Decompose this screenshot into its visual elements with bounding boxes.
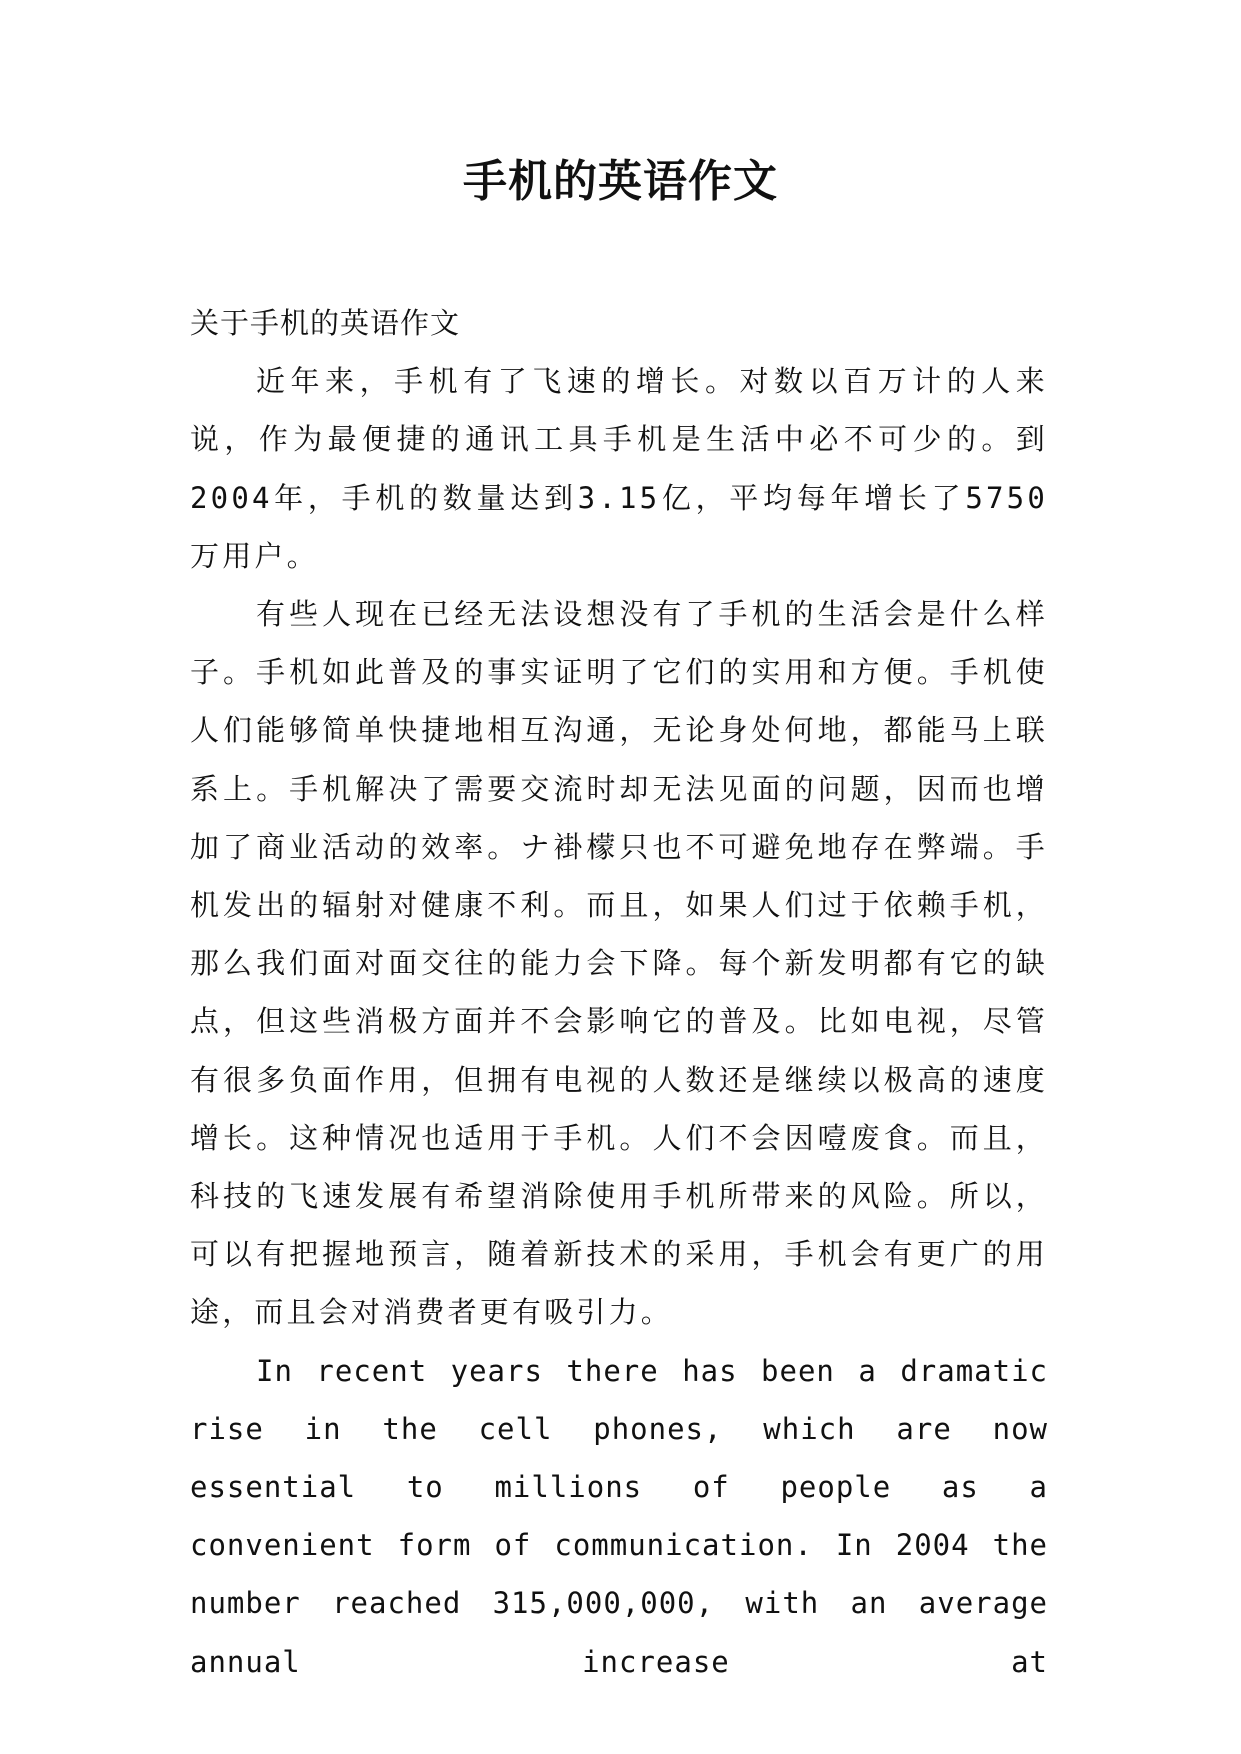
document-title: 手机的英语作文 — [463, 156, 778, 207]
paragraph-zh-2: 有些人现在已经无法设想没有了手机的生活会是什么样子。手机如此普及的事实证明了它们的实用和方便。手机使人们能够简单快捷地相互沟通，无论身处何地，都能马上联系上。手机解决了需要交流时却无法见面的问题，因而也增加了商业活动的效率。ナ褂檬只也不可避免地存在弊端。手机发出的辐射对健康不利。而且，如果人们过于依赖手机，那么我们面对面交往的能力会下降。每个新发明都有它的缺点，但这些消极方面并不会影响它的普及。比如电视，尽管有很多负面作用，但拥有电视的人数还是继续以极高的速度增长。这种情况也适用于手机。人们不会因噎废食。而且，科技的飞速发展有希望消除使用手机所带来的风险。所以，可以有把握地预言，随着新技术的采用，手机会有更广的用途，而且会对消费者更有吸引力。 — [190, 597, 1048, 1330]
document-subtitle: 关于手机的英语作文 — [190, 306, 461, 340]
paragraph-zh-1: 近年来，手机有了飞速的增长。对数以百万计的人来说，作为最便捷的通讯工具手机是生活中必不可少的。到2004年，手机的数量达到3.15亿，平均每年增长了5750万用户。 — [190, 364, 1048, 573]
document-body — [190, 294, 1048, 1691]
paragraph-en-1: In recent years there has been a dramatic rise in the cell phones, which are now essential to millions of people as a convenient form of communication. In 2004 the number reached 315,000,000, with an average annual increase at — [190, 1353, 1048, 1679]
